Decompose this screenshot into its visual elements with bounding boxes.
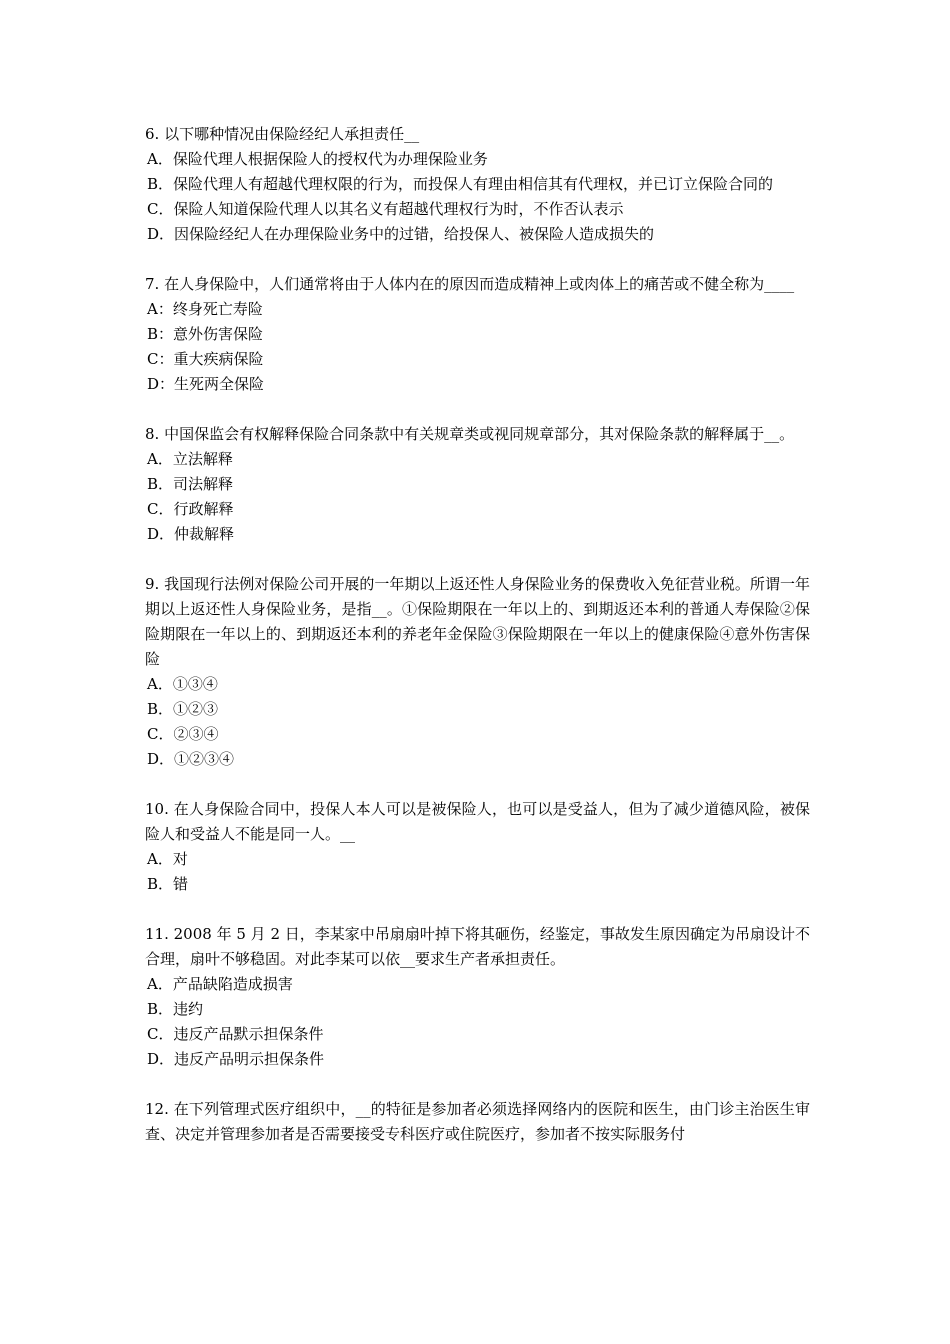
option-d: D．①②③④ (147, 750, 235, 768)
question-6 (145, 122, 810, 247)
question-list (145, 122, 810, 1172)
question-stem: 6. 以下哪种情况由保险经纪人承担责任__ (145, 125, 420, 143)
question-9 (145, 572, 810, 772)
option-b: B．错 (147, 875, 189, 893)
question-stem: 8. 中国保监会有权解释保险合同条款中有关规章类或视同规章部分，其对保险条款的解释属于__。 (145, 425, 795, 443)
question-11 (145, 922, 810, 1072)
option-a: A．①③④ (147, 675, 218, 693)
question-stem: 7. 在人身保险中，人们通常将由于人体内在的原因而造成精神上或肉体上的痛苦或不健全称为____ (145, 275, 795, 293)
question-stem: 9. 我国现行法例对保险公司开展的一年期以上返还性人身保险业务的保费收入免征营业税。所谓一年期以上返还性人身保险业务，是指__。①保险期限在一年以上的、到期返还本利的普通人寿保险②保险期限在一年以上的、到期返还本利的养老年金保险③保险期限在一年以上的健康保险④意外伤害保险 (145, 575, 810, 668)
question-12 (145, 1097, 810, 1147)
option-d: D．仲裁解释 (147, 525, 235, 543)
option-b: B．①②③ (147, 700, 219, 718)
option-c: C．违反产品默示担保条件 (147, 1025, 324, 1043)
option-a: A：终身死亡寿险 (147, 300, 263, 318)
question-10 (145, 797, 810, 897)
question-stem: 11. 2008 年 5 月 2 日，李某家中吊扇扇叶掉下将其砸伤，经鉴定，事故发生原因确定为吊扇设计不合理，扇叶不够稳固。对此李某可以依__要求生产者承担责任。 (145, 925, 810, 968)
question-stem: 10. 在人身保险合同中，投保人本人可以是被保险人，也可以是受益人，但为了减少道德风险，被保险人和受益人不能是同一人。__ (145, 800, 810, 843)
option-a: A．立法解释 (147, 450, 233, 468)
option-c: C．保险人知道保险代理人以其名义有超越代理权行为时，不作否认表示 (147, 200, 624, 218)
option-d: D．违反产品明示担保条件 (147, 1050, 325, 1068)
option-d: D．因保险经纪人在办理保险业务中的过错，给投保人、被保险人造成损失的 (147, 225, 655, 243)
option-a: A．对 (147, 850, 188, 868)
option-a: A．保险代理人根据保险人的授权代为办理保险业务 (147, 150, 488, 168)
question-7 (145, 272, 810, 397)
option-c: C．②③④ (147, 725, 219, 743)
option-c: C．行政解释 (147, 500, 234, 518)
option-b: B．司法解释 (147, 475, 234, 493)
question-8 (145, 422, 810, 547)
option-b: B：意外伤害保险 (147, 325, 264, 343)
option-b: B．保险代理人有超越代理权限的行为，而投保人有理由相信其有代理权，并已订立保险合同的 (147, 175, 774, 193)
question-stem: 12. 在下列管理式医疗组织中，__的特征是参加者必须选择网络内的医院和医生，由门诊主治医生审查、决定并管理参加者是否需要接受专科医疗或住院医疗，参加者不按实际服务付 (145, 1100, 810, 1143)
option-a: A．产品缺陷造成损害 (147, 975, 293, 993)
option-d: D：生死两全保险 (147, 375, 265, 393)
option-c: C：重大疾病保险 (147, 350, 264, 368)
option-b: B．违约 (147, 1000, 204, 1018)
